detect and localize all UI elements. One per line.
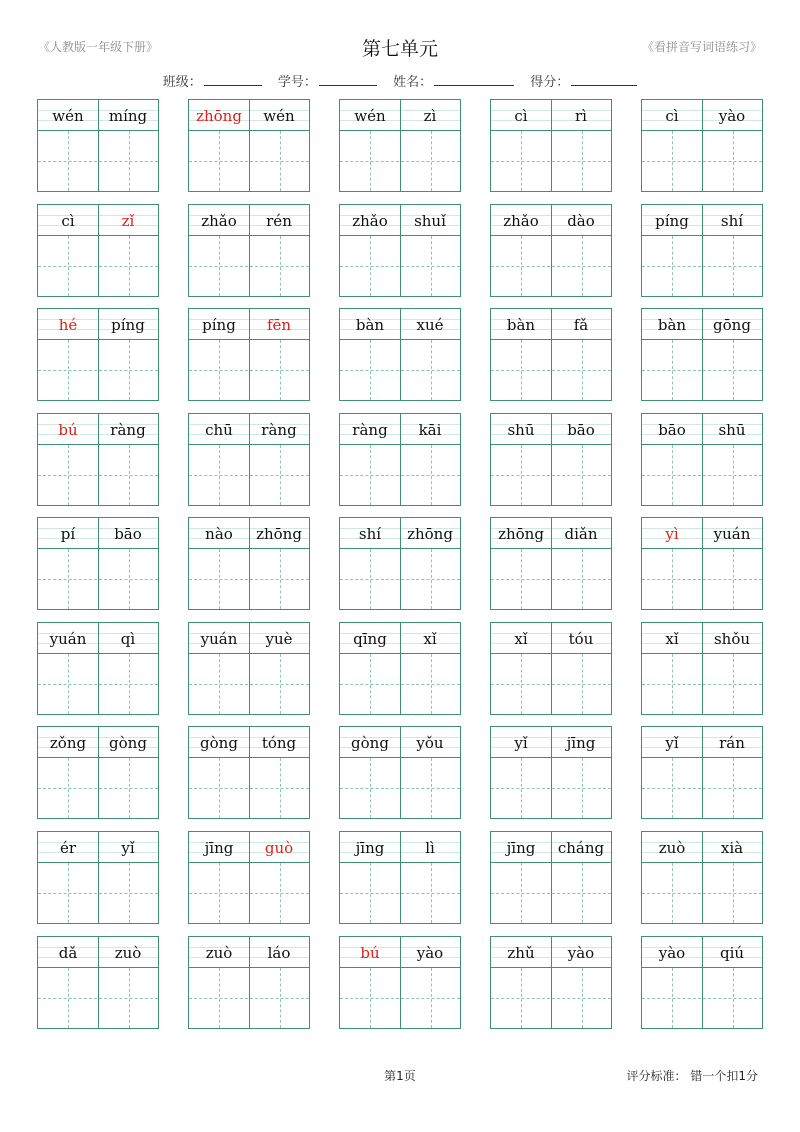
student-info-row [0,71,800,90]
class-blank[interactable] [204,74,262,86]
dashed-guide [340,998,460,999]
dashed-guide [189,893,309,894]
word-box[interactable] [641,831,763,924]
pinyin-syllable: rán [719,734,745,752]
pinyin-syllable: zì [423,107,437,125]
pinyin-syllable: bàn [506,316,536,334]
pinyin-syllable: yào [718,107,746,125]
pinyin-syllable: qīng [353,630,387,648]
word-box[interactable] [641,936,763,1029]
pinyin-syllable: zuò [205,944,233,962]
pinyin-syllable: yǒu [416,734,444,752]
dashed-guide [491,893,611,894]
pinyin-syllable: pí [60,525,76,543]
word-box[interactable] [641,517,763,610]
pinyin-syllable: píng [111,316,145,334]
dashed-guide [340,893,460,894]
pinyin-syllable: zhǔ [507,944,535,962]
word-box[interactable] [37,831,159,924]
pinyin-syllable: zhǎo [201,212,237,230]
dashed-guide [340,684,460,685]
dashed-guide [642,161,762,162]
pinyin-syllable: yuán [713,525,751,543]
pinyin-syllable: míng [108,107,148,125]
pinyin-syllable: yì [665,525,679,543]
pinyin-syllable: zuò [114,944,142,962]
word-box[interactable] [339,726,461,819]
dashed-guide [491,475,611,476]
pinyin-syllable: xià [720,839,744,857]
word-box[interactable] [490,936,612,1029]
pinyin-syllable: guò [264,839,294,857]
class-field[interactable] [163,71,262,90]
word-box[interactable] [188,622,310,715]
dashed-guide [189,788,309,789]
page-title: 第七单元 [361,38,438,60]
pinyin-syllable: ràng [261,421,297,439]
pinyin-syllable: bàn [355,316,385,334]
pinyin-syllable: zhōng [256,525,302,543]
word-box[interactable] [188,517,310,610]
pinyin-syllable: zǐ [121,212,135,230]
pinyin-syllable: hé [58,316,78,334]
word-box[interactable] [339,308,461,401]
pinyin-syllable: dǎ [58,944,78,962]
dashed-guide [642,998,762,999]
score-field[interactable] [530,71,637,90]
word-box[interactable] [490,622,612,715]
pinyin-syllable: zǒng [49,734,87,752]
dashed-guide [642,893,762,894]
word-box[interactable] [37,622,159,715]
word-box[interactable] [490,308,612,401]
dashed-guide [189,370,309,371]
dashed-guide [38,161,158,162]
word-box[interactable] [37,99,159,192]
word-box[interactable] [641,99,763,192]
word-box[interactable] [37,726,159,819]
dashed-guide [189,161,309,162]
dashed-guide [642,579,762,580]
dashed-guide [491,788,611,789]
pinyin-syllable: yuè [265,630,293,648]
dashed-guide [491,579,611,580]
word-box[interactable] [188,831,310,924]
student-number-field[interactable] [278,71,377,90]
word-box[interactable] [37,204,159,297]
pinyin-syllable: zuò [658,839,686,857]
word-box[interactable] [37,413,159,506]
pinyin-syllable: zhōng [407,525,453,543]
pinyin-syllable: jīng [566,734,596,752]
dashed-guide [491,684,611,685]
word-box[interactable] [339,517,461,610]
pinyin-syllable: shū [718,421,746,439]
pinyin-syllable: shí [720,212,744,230]
dashed-guide [642,684,762,685]
name-field[interactable] [393,71,514,90]
dashed-guide [491,161,611,162]
pinyin-syllable: yuán [200,630,238,648]
pinyin-syllable: shǒu [713,630,751,648]
pinyin-syllable: jīng [204,839,234,857]
word-box[interactable] [339,936,461,1029]
dashed-guide [642,370,762,371]
student-number-label: 学号： [277,75,317,90]
dashed-guide [38,684,158,685]
pinyin-syllable: shū [507,421,535,439]
word-box[interactable] [188,99,310,192]
pinyin-syllable: rén [266,212,292,230]
dashed-guide [340,788,460,789]
word-box[interactable] [37,936,159,1029]
dashed-guide [189,998,309,999]
pinyin-syllable: bāo [567,421,595,439]
pinyin-syllable: yào [567,944,595,962]
word-grid [37,99,763,1029]
pinyin-syllable: láo [267,944,291,962]
pinyin-syllable: diǎn [564,525,598,543]
score-blank[interactable] [571,74,637,86]
pinyin-syllable: cì [514,107,528,125]
word-box[interactable] [490,204,612,297]
pinyin-syllable: jīng [355,839,385,857]
pinyin-syllable: yào [416,944,444,962]
pinyin-syllable: xǐ [423,630,437,648]
pinyin-syllable: shuǐ [414,212,446,230]
pinyin-syllable: dào [567,212,595,230]
word-box[interactable] [490,413,612,506]
word-box[interactable] [490,831,612,924]
pinyin-syllable: xué [416,316,444,334]
pinyin-syllable: qiú [719,944,745,962]
dashed-guide [340,475,460,476]
word-box[interactable] [490,517,612,610]
word-box[interactable] [339,204,461,297]
pinyin-syllable: ér [59,839,77,857]
pinyin-syllable: wén [52,107,84,125]
word-box[interactable] [641,413,763,506]
dashed-guide [340,161,460,162]
dashed-guide [491,370,611,371]
word-box[interactable] [490,99,612,192]
dashed-guide [642,788,762,789]
word-box[interactable] [339,99,461,192]
word-box[interactable] [641,308,763,401]
word-box[interactable] [339,413,461,506]
dashed-guide [491,998,611,999]
pinyin-syllable: xǐ [514,630,528,648]
pinyin-syllable: cì [61,212,75,230]
dashed-guide [642,475,762,476]
pinyin-syllable: bàn [657,316,687,334]
dashed-guide [340,579,460,580]
dashed-guide [340,266,460,267]
word-box[interactable] [188,308,310,401]
pinyin-syllable: ràng [110,421,146,439]
scoring-rule: 评分标准： 错一个扣1分 [626,1069,758,1083]
word-box[interactable] [37,308,159,401]
pinyin-syllable: fēn [266,316,292,334]
dashed-guide [340,370,460,371]
word-box[interactable] [339,622,461,715]
word-box[interactable] [641,726,763,819]
dashed-guide [642,266,762,267]
pinyin-syllable: yào [658,944,686,962]
dashed-guide [189,475,309,476]
pinyin-syllable: zhōng [498,525,544,543]
score-label: 得分： [530,75,570,90]
word-box[interactable] [490,726,612,819]
class-label: 班级： [162,75,202,90]
dashed-guide [38,370,158,371]
dashed-guide [38,788,158,789]
dashed-guide [38,579,158,580]
pinyin-syllable: jīng [506,839,536,857]
word-box[interactable] [188,726,310,819]
pinyin-syllable: cì [665,107,679,125]
header-edition: 《人教版一年级下册》 [38,40,159,54]
word-box[interactable] [641,622,763,715]
pinyin-syllable: qì [120,630,136,648]
pinyin-syllable: gōng [713,316,751,334]
pinyin-syllable: zhǎo [352,212,388,230]
header-exercise-type: 《看拼音写词语练习》 [641,40,762,54]
student-number-blank[interactable] [319,74,377,86]
pinyin-syllable: bāo [114,525,142,543]
pinyin-syllable: píng [655,212,689,230]
pinyin-syllable: cháng [557,839,605,857]
pinyin-syllable: yǐ [665,734,679,752]
pinyin-syllable: ràng [352,421,388,439]
word-box[interactable] [188,413,310,506]
pinyin-syllable: nào [205,525,233,543]
pinyin-syllable: gòng [351,734,389,752]
pinyin-syllable: yǐ [121,839,135,857]
dashed-guide [38,893,158,894]
dashed-guide [189,684,309,685]
pinyin-syllable: fǎ [573,316,589,334]
pinyin-syllable: bú [58,421,78,439]
pinyin-syllable: píng [202,316,236,334]
word-box[interactable] [641,204,763,297]
dashed-guide [38,998,158,999]
dashed-guide [491,266,611,267]
pinyin-syllable: zhōng [196,107,242,125]
word-box[interactable] [188,936,310,1029]
pinyin-syllable: zhǎo [503,212,539,230]
pinyin-syllable: shí [358,525,382,543]
pinyin-syllable: kāi [418,421,442,439]
pinyin-syllable: wén [263,107,295,125]
page-number: 第1页 [384,1069,416,1083]
dashed-guide [189,266,309,267]
name-label: 姓名： [393,75,433,90]
pinyin-syllable: yǐ [514,734,528,752]
word-box[interactable] [188,204,310,297]
word-box[interactable] [37,517,159,610]
pinyin-syllable: gòng [109,734,147,752]
pinyin-syllable: tóng [261,734,297,752]
pinyin-syllable: wén [354,107,386,125]
dashed-guide [38,266,158,267]
pinyin-syllable: tóu [568,630,594,648]
pinyin-syllable: yuán [49,630,87,648]
pinyin-syllable: lì [425,839,435,857]
dashed-guide [38,475,158,476]
pinyin-syllable: bú [360,944,380,962]
pinyin-syllable: chū [205,421,233,439]
pinyin-syllable: gòng [200,734,238,752]
name-blank[interactable] [434,74,514,86]
dashed-guide [189,579,309,580]
pinyin-syllable: xǐ [665,630,679,648]
word-box[interactable] [339,831,461,924]
pinyin-syllable: rì [575,107,587,125]
pinyin-syllable: bāo [658,421,686,439]
